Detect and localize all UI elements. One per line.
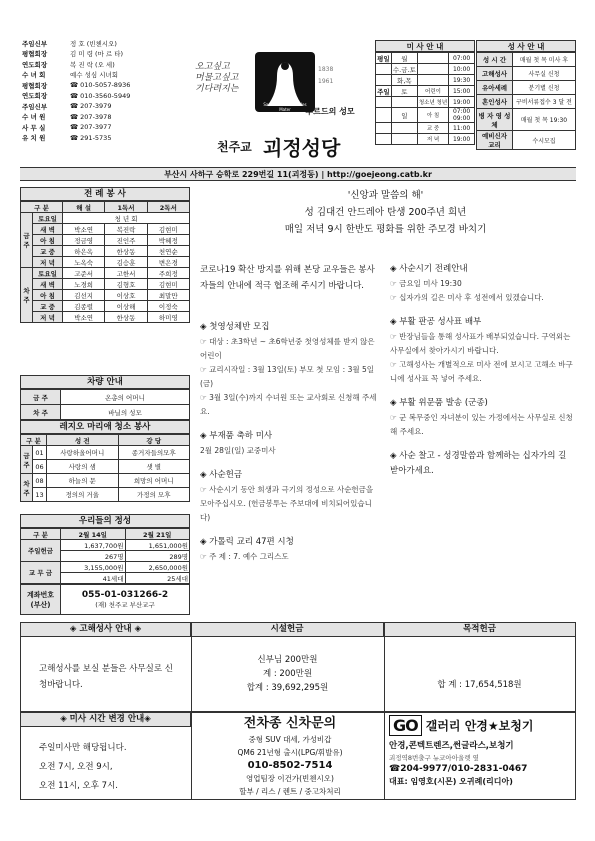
notice-block [390, 396, 575, 439]
car-ad-line: 영업팀장 이건가(빈첸시오) [246, 774, 334, 783]
confession-text: 고해성사를 보실 분들은 사무실로 신청바랍니다. [39, 664, 173, 690]
staff-role: 사 무 실 [22, 123, 46, 132]
notice-item: ☞ 군 복무중인 자녀분이 있는 가정에서는 사무실로 신청해 주세요. [390, 413, 573, 436]
notice-block [200, 468, 380, 525]
finance-value: 25세대 [125, 573, 190, 584]
gallery-logo: GO [389, 715, 422, 736]
finance-value: 1,637,700원 [61, 540, 126, 551]
liturgy-cell: 김선지 [63, 290, 105, 301]
liturgy-slot: 저 녁 [33, 257, 63, 268]
staff-value: ☎ 010-3560-5949 [70, 91, 131, 100]
liturgy-cell: 김현미 [147, 279, 189, 290]
liturgy-cell: 김현미 [147, 224, 189, 235]
cleaning-cell: 종거자들의모후 [118, 446, 190, 460]
mass-change-line: 오전 7시, 오전 9시, [39, 762, 113, 772]
account-label: 계좌번호 (부산) [21, 585, 61, 615]
mass-change-title: ◈ 미사 시간 변경 안내◈ [21, 713, 191, 727]
liturgy-group: 금주 [21, 213, 33, 268]
finance-section [20, 514, 190, 615]
liturgy-cell: 박소연 [63, 224, 105, 235]
facility-title: 시설헌금 [191, 623, 384, 637]
glasses-ad-owner: 대표: 임영호(시몬) 오귀례(리디아) [389, 777, 513, 786]
liturgy-cell: 김승훈 [105, 257, 147, 268]
mass-detail: 교 중 [417, 123, 448, 134]
mass-change-line: 오전 11시, 오후 7시. [39, 781, 118, 791]
liturgy-slot: 토요일 [33, 213, 63, 224]
notice-item: ☞ 십자가의 길은 미사 후 성전에서 있겠습니다. [390, 293, 544, 302]
mass-group: 주일 [377, 87, 390, 96]
cleaning-cell: 샛 별 [118, 460, 190, 474]
sacrament-value: 매월 첫 목 미사 후 [513, 53, 576, 67]
liturgy-cell: 최말만 [147, 290, 189, 301]
mass-time: 10:00 [449, 64, 475, 75]
staff-role: 연도회장 [22, 60, 48, 69]
notice-title: ◈ 사순헌금 [200, 470, 243, 480]
notice-item: ☞ 교리시작일 : 3월 13일(토) 부모 첫 모임 : 3월 5일(금) [200, 365, 375, 388]
car-ad-line: 중형 SUV 대세, 가성비갑 [248, 735, 332, 744]
mass-day [391, 97, 417, 108]
finance-header: 구 분 [21, 529, 61, 540]
flower-value: 바닐의 성모 [61, 405, 190, 420]
facility-line: 신부님 200만원 [257, 655, 318, 665]
staff-value: ☎ 010-5057-8936 [70, 81, 131, 90]
staff-role: 수 녀 회 [22, 71, 46, 80]
liturgy-slot: 아 침 [33, 235, 63, 246]
car-ad-line: QM6 21년형 출시(LPG/휘발유) [237, 748, 343, 757]
mass-time: 07:00 09:00 [449, 108, 475, 123]
staff-role: 수 녀 원 [22, 113, 46, 122]
mary-emblem [255, 52, 315, 112]
notice-title: ◈ 사순 찰고 - 성경말씀과 함께하는 십자가의 길 받아가세요. [390, 451, 567, 476]
liturgy-cell: 박혜정 [147, 235, 189, 246]
right-notices [390, 262, 575, 489]
mass-time: 19:30 [449, 75, 475, 86]
cleaning-cell: 희망의 어머니 [118, 474, 190, 488]
mass-day [391, 134, 417, 145]
glasses-ad-phone: ☎204-9977/010-2831-0467 [389, 764, 528, 774]
liturgy-header: 구 분 [21, 202, 63, 213]
mass-detail: 아 침 [417, 108, 448, 123]
notice-block [200, 535, 380, 564]
sacrament-key: 병 자 영 성 체 [477, 109, 513, 131]
sacrament-value: 수시모집 [513, 131, 576, 150]
mass-group: 평일 [377, 54, 390, 63]
covid-notice: 코로나19 확산 방지를 위해 본당 교우들은 봉사자들의 안내에 적극 협조해 주시기 바랍니다. [200, 265, 375, 291]
mass-group [376, 108, 392, 123]
liturgy-cell: 김종렬 [63, 301, 105, 312]
finance-key: 교 무 금 [21, 562, 61, 584]
finance-value: 1,651,000원 [125, 540, 190, 551]
liturgy-section [20, 187, 190, 323]
cleaning-cell: 가정의 모후 [118, 488, 190, 502]
liturgy-slot: 아 침 [33, 290, 63, 301]
bottom-row-2 [20, 712, 576, 800]
staff-value: 김 미 령 (마 르 타) [70, 50, 124, 59]
liturgy-cell: 변은경 [147, 257, 189, 268]
liturgy-slot: 토요일 [33, 268, 63, 279]
facility-lines [191, 653, 384, 695]
staff-list [20, 38, 182, 143]
mass-detail: 청소년 청년 [417, 97, 448, 108]
sacrament-value: 분기별 신청 [513, 81, 576, 95]
cleaning-header: 구 분 [21, 435, 47, 446]
liturgy-header: 2독서 [147, 202, 189, 213]
liturgy-cell: 한상동 [105, 246, 147, 257]
staff-role: 주임신부 [22, 102, 48, 111]
staff-role: 주임신부 [22, 39, 48, 48]
liturgy-cell: 노경희 [63, 279, 105, 290]
notice-item: ☞ 3월 3일(수)까지 수녀원 또는 교사회로 신청해 주세요. [200, 393, 377, 416]
notice-item: ☞ 고해성사는 개별적으로 미사 전에 보시고 고해소 바구니에 성사표 꼭 넣어 주세요. [390, 360, 573, 383]
emblem-text: Sancta Maria Lourdes Mater [263, 102, 307, 112]
cleaning-group: 차주 [21, 474, 33, 502]
cleaning-title: 레지오 마리애 청소 봉사 [20, 420, 190, 434]
liturgy-cell: 하미영 [147, 312, 189, 323]
mass-day: 토 [391, 86, 417, 97]
staff-value: ☎ 207-3978 [70, 112, 112, 121]
notice-title: ◈ 가톨릭 교리 47편 시청 [200, 537, 294, 547]
mass-group [376, 123, 392, 134]
liturgy-slot: 새 벽 [33, 279, 63, 290]
purpose-text: 합 계 : 17,654,518원 [437, 680, 522, 690]
sacrament-key: 유아세례 [477, 81, 513, 95]
flower-key: 금 주 [21, 390, 61, 405]
flower-title: 차량 안내 [20, 375, 190, 389]
liturgy-cell: 노옥숙 [63, 257, 105, 268]
mass-detail [417, 64, 448, 75]
liturgy-slot: 교 중 [33, 246, 63, 257]
address-bar: 부산시 사하구 승학로 229번길 11(괴정동) | http://goejeong.catb.kr [20, 167, 576, 181]
parish-name: 괴정성당 [263, 136, 341, 160]
mass-group [376, 97, 392, 108]
facility-line: 계 : 200만원 [262, 669, 313, 679]
sacrament-key: 성 시 간 [477, 53, 513, 67]
mass-change-line: 주일미사만 해당됩니다. [39, 743, 127, 753]
notice-block [200, 429, 380, 458]
notice-item: ☞ 주 제 : 7. 예수 그리스도 [200, 552, 289, 561]
liturgy-cell: 정금영 [63, 235, 105, 246]
staff-role: 평협회장 [22, 50, 48, 59]
mass-time: 11:00 [449, 123, 475, 134]
car-ad-line: 할부 / 리스 / 렌트 / 중고차처리 [239, 787, 341, 796]
mass-group [376, 75, 392, 86]
parish-logo [195, 48, 365, 163]
cleaning-header: 강 당 [118, 435, 190, 446]
finance-header: 2월 21일 [125, 529, 190, 540]
mass-time: 19:00 [449, 134, 475, 145]
notice-block [390, 262, 575, 305]
notice-title: ◈ 사순시기 전례안내 [390, 264, 468, 274]
staff-value: 정 호 (빈첸시오) [70, 39, 117, 48]
liturgy-title: 전 례 봉 사 [20, 187, 190, 201]
mass-group [376, 134, 392, 145]
glasses-ad [389, 715, 573, 787]
notice-block [200, 320, 380, 419]
finance-value: 289명 [125, 551, 190, 562]
mass-day: 월 [391, 53, 417, 64]
car-ad-line: 010-8502-7514 [247, 760, 333, 771]
liturgy-cell: 이정숙 [147, 301, 189, 312]
cleaning-cell: 사랑의 샘 [47, 460, 119, 474]
account-number: 055-01-031266-2 [81, 590, 169, 600]
notice-item: ☞ 금요일 미사 19:30 [390, 279, 462, 288]
staff-value: ☎ 207-3979 [70, 102, 112, 111]
car-ad-title: 전차종 신차문의 [243, 716, 337, 731]
sacrament-value: 구비서류접수 3 달 전 [513, 95, 576, 109]
calligraphy-mark: 오고싶고 머물고싶고 기다려지는 [195, 62, 239, 94]
purpose-title: 목적헌금 [384, 623, 575, 637]
liturgy-slot: 새 벽 [33, 224, 63, 235]
mass-detail [417, 53, 448, 64]
sacrament-info [476, 40, 576, 150]
mass-time: 15:00 [449, 86, 475, 97]
sacrament-key: 혼인성사 [477, 95, 513, 109]
account-owner: (재) 천주교 부산교구 [95, 601, 155, 609]
finance-value: 41세대 [61, 573, 126, 584]
cleaning-cell: 06 [33, 460, 47, 474]
liturgy-group: 차주 [21, 268, 33, 323]
banner-line2: 성 김대건 안드레아 탄생 200주년 희년 [304, 207, 467, 218]
mass-time: 19:00 [449, 97, 475, 108]
cleaning-cell: 하늘의 문 [47, 474, 119, 488]
staff-value: 예수 성심 시녀회 [70, 71, 119, 80]
year-1: 1838 [318, 66, 334, 73]
liturgy-cell: 고한서 [105, 268, 147, 279]
banner [195, 188, 576, 238]
finance-value: 3,155,000원 [61, 562, 126, 573]
staff-value: ☎ 291-5735 [70, 133, 112, 142]
mass-change-lines [39, 739, 189, 796]
confession-title: ◈ 고해성사 안내 ◈ [21, 623, 191, 637]
finance-value: 267명 [61, 551, 126, 562]
notice-title: ◈ 첫영성체반 모집 [200, 322, 270, 332]
sacrament-key: 고해성사 [477, 67, 513, 81]
glasses-ad-sub: 안경,콘텍트렌즈,썬글라스,보청기 [389, 741, 514, 751]
notice-item: ☞ 대상 : 초3학년 ~ 초6학년중 첫영성체를 받지 않은 어린이 [200, 337, 375, 360]
glasses-ad-addr: 괴정역8번출구 뉴코아아울렛 옆 [389, 754, 479, 762]
notice-item: 2월 28일(일) 교중미사 [200, 446, 276, 455]
mass-time: 07:00 [449, 53, 475, 64]
bottom-row-1 [20, 622, 576, 712]
liturgy-header: 해 설 [63, 202, 105, 213]
staff-value: ☎ 207-3977 [70, 123, 112, 132]
sacrament-key: 예비신자 교리 [477, 131, 513, 150]
glasses-ad-title: 갤러리 안경★보청기 [425, 719, 534, 733]
notice-title: ◈ 부활 판공 성사표 배부 [390, 317, 482, 327]
mass-day: 화,목 [391, 75, 417, 86]
sacrament-value: 매월 첫 목 19:30 [513, 109, 576, 131]
liturgy-cell: 고준서 [63, 268, 105, 279]
mass-day: 일 [391, 108, 417, 123]
sacrament-title: 성 사 안 내 [476, 40, 576, 52]
liturgy-header: 1독서 [105, 202, 147, 213]
notice-block [390, 449, 575, 479]
cleaning-group: 금주 [21, 446, 33, 474]
staff-role: 연도회장 [22, 92, 48, 101]
notice-title: ◈ 부활 위문품 발송 (군종) [390, 398, 488, 408]
finance-value: 2,650,000원 [125, 562, 190, 573]
year-2: 1961 [318, 78, 334, 85]
logo-caption: 루르드의 성모 [305, 107, 355, 116]
flower-key: 차 주 [21, 405, 61, 420]
mass-detail [417, 75, 448, 86]
mass-group [376, 64, 392, 75]
finance-header: 2월 14일 [61, 529, 126, 540]
notice-item: ☞ 사순시기 동안 희생과 극기의 정성으로 사순헌금을 모아주십시오. (헌금봉투는 주보대에 비치되어있습니다) [200, 485, 374, 522]
left-notices [200, 320, 380, 574]
cleaning-header: 성 전 [47, 435, 119, 446]
liturgy-slot: 저 녁 [33, 312, 63, 323]
notice-item: ☞ 반장님들을 통해 성사표가 배부되었습니다. 구역외는 사무실에서 찾아가시기 바랍니다. [390, 332, 571, 355]
staff-role: 평협회장 [22, 81, 48, 90]
cleaning-cell: 13 [33, 488, 47, 502]
liturgy-cell: 이상호 [105, 290, 147, 301]
liturgy-cell: 청 년 회 [63, 213, 190, 224]
liturgy-cell: 천연순 [147, 246, 189, 257]
staff-role: 유 치 원 [22, 134, 46, 143]
banner-line3: 매일 저녁 9시 한반도 평화를 위한 주모경 바치기 [284, 224, 487, 235]
parish-prefix: 천주교 [217, 140, 252, 154]
liturgy-cell: 한상동 [105, 312, 147, 323]
cleaning-cell: 사랑하올어머니 [47, 446, 119, 460]
liturgy-cell: 김형호 [105, 279, 147, 290]
banner-line1: '신앙과 말씀의 해' [347, 190, 424, 201]
car-ad [196, 715, 384, 798]
liturgy-cell: 박소연 [63, 312, 105, 323]
finance-title: 우리들의 정성 [20, 514, 190, 528]
finance-key: 주일헌금 [21, 540, 61, 562]
facility-line: 합계 : 39,692,295원 [246, 683, 329, 693]
mass-detail: 어린이 [417, 86, 448, 97]
cleaning-cell: 01 [33, 446, 47, 460]
mass-day: 수.금.토 [392, 65, 416, 74]
liturgy-cell: 복진락 [105, 224, 147, 235]
notice-title: ◈ 부재품 축하 미사 [200, 431, 273, 441]
cleaning-section [20, 420, 190, 502]
mass-day [391, 123, 417, 134]
notice-block [390, 315, 575, 386]
flower-section [20, 375, 190, 420]
mass-info [375, 40, 475, 145]
liturgy-cell: 주희정 [147, 268, 189, 279]
mass-detail: 저 녁 [417, 134, 448, 145]
staff-value: 복 진 락 (오 세) [70, 60, 115, 69]
cleaning-cell: 정의의 거울 [47, 488, 119, 502]
liturgy-cell: 이상해 [105, 301, 147, 312]
liturgy-cell: 진인주 [105, 235, 147, 246]
mass-title: 미 사 안 내 [375, 40, 475, 52]
flower-value: 온총의 어머니 [61, 390, 190, 405]
liturgy-cell: 하은옥 [63, 246, 105, 257]
cleaning-cell: 08 [33, 474, 47, 488]
liturgy-slot: 교 중 [33, 301, 63, 312]
sacrament-value: 사무실 신청 [513, 67, 576, 81]
